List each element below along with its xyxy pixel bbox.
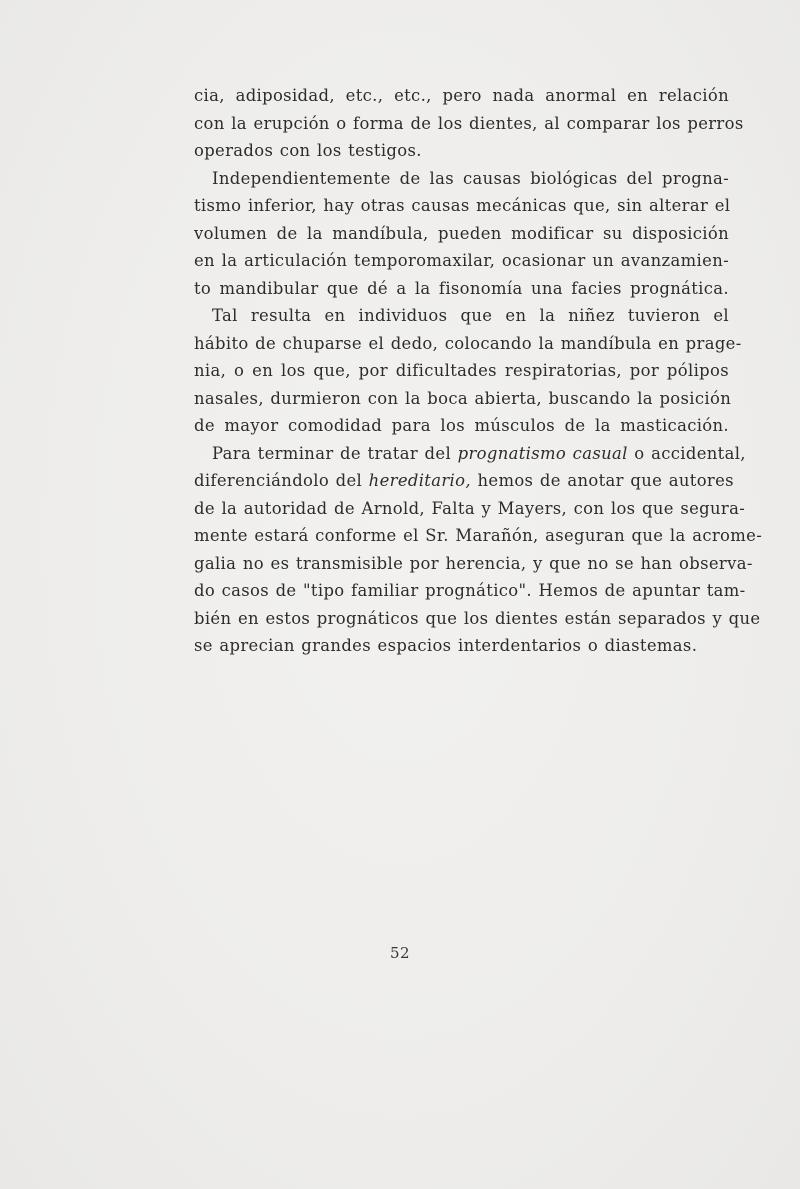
text-line: bién en estos prognáticos que los dientes están separados y que (194, 608, 761, 628)
text-line: do casos de "tipo familiar prognático". Hemos de apuntar tam- (194, 581, 746, 600)
text-line: cia, adiposidad, etc., etc., pero nada anormal en relación (194, 86, 729, 105)
text-line: to mandibular que dé a la fisonomía una facies prognática. (194, 278, 729, 298)
text-line: se aprecian grandes espacios interdentarios o diastemas. (194, 636, 698, 655)
text-run: o accidental, (627, 443, 746, 463)
page-number: 52 (389, 944, 411, 962)
text-line: mente estará conforme el Sr. Marañón, aseguran que la acrome- (194, 526, 763, 545)
text-run: Para terminar de tratar del (212, 443, 458, 463)
text-line: hábito de chuparse el dedo, colocando la mandíbula en prage- (194, 333, 742, 353)
text-run: diferenciándolo del (194, 471, 369, 490)
italic-term: hereditario, (368, 471, 471, 490)
text-line: de la autoridad de Arnold, Falta y Mayers, con los que segura- (194, 498, 746, 518)
italic-term: prognatismo casual (457, 443, 628, 463)
text-line: nasales, durmieron con la boca abierta, buscando la posición (194, 388, 732, 408)
body-text (194, 82, 763, 660)
text-line (194, 440, 746, 468)
text-line (194, 467, 734, 495)
text-line: en la articulación temporomaxilar, ocasionar un avanzamien- (194, 251, 729, 270)
text-line: Tal resulta en individuos que en la niñez tuvieron el (212, 306, 729, 325)
text-line: con la erupción o forma de los dientes, al comparar los perros (194, 113, 744, 133)
text-line: volumen de la mandíbula, pueden modificar su disposición (194, 223, 729, 243)
text-line: nia, o en los que, por dificultades respiratorias, por pólipos (194, 361, 729, 380)
text-line: galia no es transmisible por herencia, y que no se han observa- (194, 553, 753, 573)
text-line: de mayor comodidad para los músculos de la masticación. (194, 416, 729, 435)
text-line: tismo inferior, hay otras causas mecánicas que, sin alterar el (194, 196, 731, 215)
text-line: Independientemente de las causas biológicas del progna- (212, 168, 729, 188)
text-line: operados con los testigos. (194, 141, 422, 160)
text-run: hemos de anotar que autores (470, 471, 734, 490)
